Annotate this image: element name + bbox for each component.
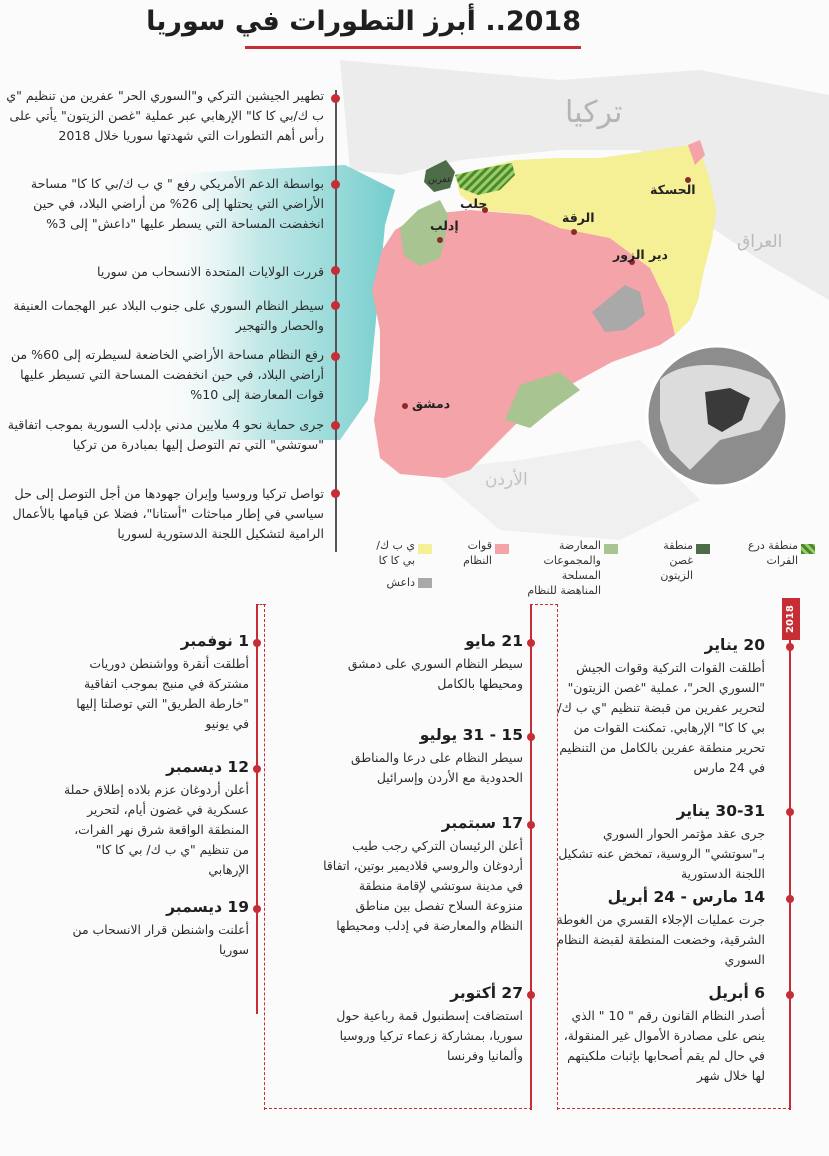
raqqa-dot [571,229,577,235]
timeline-entry [59,896,249,960]
event-dot [331,266,340,275]
event-text: جرى حماية نحو 4 ملايين مدني بإدلب السورية بموجب اتفاقية "سوتشي" التي تم التوصل إليها بمبادرة من تركيا [7,417,324,452]
entry-text: أعلن الرئيسان التركي رجب طيب أردوغان والروسي فلاديمير بوتين، اتفاقا في مدينة سوتشي لإقامة منطقة منزوعة السلاح تفصل بين مناطق النظام والمعارضة في إدلب ومحيطها [323,838,523,933]
damascus-dot [402,403,408,409]
event-text: رفع النظام مساحة الأراضي الخاضعة لسيطرته إلى 60% من أراضي البلاد، في حين انخفضت المساحة التي تسيطر عليها قوات المعارضة إلى 10% [10,347,324,402]
event-dot [331,352,340,361]
entry-date: 17 سبتمبر [441,814,523,832]
event-dot [331,94,340,103]
entry-date: 27 أكتوبر [450,984,523,1002]
timeline-entry [555,634,765,778]
entry-text: أصدر النظام القانون رقم " 10 " الذي ينص على مصادرة الأموال غير المنقولة، في حال لم يقم أصحابها بإثبات ملكيتهم لها خلال شهر [563,1008,765,1083]
timeline-top-connector [530,604,558,606]
timeline-dot [786,808,794,816]
timeline-dot [527,821,535,829]
legend-euphrates: منطقة درع الفرات [748,539,798,567]
events-line [335,90,337,552]
legend-swatch-olive [696,544,710,554]
page-title: 2018.. أبرز التطورات في سوريا [146,6,581,37]
event-text: قررت الولايات المتحدة الانسحاب من سوريا [97,264,324,279]
legend-olive: منطقة غصن الزيتون [660,539,693,582]
timeline-line-col3-left [264,604,265,1110]
city-idlib: إدلب [430,218,459,233]
entry-text: جرت عمليات الإجلاء القسري من الغوطة الشرقية، وخضعت المنطقة لقبضة النظام السوري [556,912,765,967]
entry-text: سيطر النظام السوري على دمشق ومحيطها بالكامل [347,656,523,691]
event-text: سيطر النظام السوري على جنوب البلاد عبر الهجمات العنيفة والحصار والتهجير [13,298,324,333]
entry-date: 30-31 يناير [676,802,765,820]
title-underline [245,46,581,49]
timeline-dot [253,639,261,647]
entry-date: 20 يناير [704,636,765,654]
timeline-entry [555,800,765,884]
legend-swatch-isis [418,578,432,588]
event-text: تطهير الجيشين التركي و"السوري الحر" عفرين من تنظيم "ي ب ك/بي كا كا" الإرهابي عبر عملية "غصن الزيتون" يأتي على رأس أهم التطورات التي شهدتها سوريا خلال 2018 [6,88,324,143]
entry-date: 1 نوفمبر [180,632,249,650]
timeline-dot [253,905,261,913]
entry-text: جرى عقد مؤتمر الحوار السوري بـ"سوتشي" الروسية، تمخض عنه تشكيل اللجنة الدستورية [558,826,765,881]
timeline-bottom-connector-2 [264,1108,532,1110]
entry-date: 19 ديسمبر [166,898,249,916]
entry-text: سيطر النظام على درعا والمناطق الحدودية مع الأردن وإسرائيل [350,750,523,785]
idlib-dot [437,237,443,243]
timeline-entry [555,886,765,970]
city-raqqa: الرقة [562,210,595,225]
event-text: بواسطة الدعم الأمريكي رفع " ي ب ك/بي كا كا" مساحة الأراضي التي يحتلها إلى 26% من أراضي البلاد، في حين انخفضت المساحة التي يسطر عليها "داعش" إلى 3% [30,176,324,231]
legend-swatch-opposition [604,544,618,554]
timeline-top-connector-3 [256,604,266,606]
timeline-entry [343,630,523,694]
legend-swatch-sdf [418,544,432,554]
timeline-dot [786,895,794,903]
timeline-entry [323,724,523,788]
label-jordan: الأردن [485,470,528,490]
city-afrin: عفرين [428,175,453,185]
timeline-dot [527,991,535,999]
timeline-dot [786,643,794,651]
timeline-dot [527,639,535,647]
entry-text: أطلقت أنقرة وواشنطن دوريات مشتركة في منبج بموجب اتفاقية "خارطة الطريق" التي توصلتا إليها في يونيو [76,656,249,731]
entry-date: 6 أبريل [708,984,765,1002]
entry-text: أعلنت واشنطن قرار الانسحاب من سوريا [72,922,249,957]
legend-regime: قوات النظام [463,539,492,567]
city-deir: دير الزور [613,247,668,262]
legend-swatch-regime [495,544,509,554]
city-damascus: دمشق [412,396,451,411]
timeline-dot [786,991,794,999]
entry-text: أطلقت القوات التركية وقوات الجيش "السوري الحر"، عملية "غصن الزيتون" لتحرير عفرين من قبضة تنظيم "ي ب ك/بي كا كا" الإرهابي. تمكنت القوات من تحرير منطقة عفرين بالكامل من التنظيم في 24 مارس [557,660,765,775]
entry-text: استضافت إسطنبول قمة رباعية حول سوريا، بمشاركة زعماء تركيا وروسيا وألمانيا وفرنسا [336,1008,523,1063]
timeline-dot [253,765,261,773]
timeline-entry [323,982,523,1066]
event-dot [331,489,340,498]
timeline-entry [555,982,765,1086]
timeline-line-col1 [789,640,791,1110]
entry-date: 14 مارس - 24 أبريل [607,888,765,906]
timeline-dot [527,733,535,741]
legend-swatch-euphrates [801,544,815,554]
timeline-entry [59,756,249,880]
entry-date: 21 مايو [465,632,523,650]
timeline-entry [323,812,523,936]
entry-text: أعلن أردوغان عزم بلاده إطلاق حملة عسكرية في غضون أيام، لتحرير المنطقة الواقعة شرق نهر الفرات، من تنظيم "ي ب ك/ بي كا كا" الإرهابي [64,782,249,877]
city-aleppo: حلب [460,196,488,211]
city-hasakah: الحسكة [650,182,696,197]
timeline-line-col2 [530,604,532,1110]
event-dot [331,180,340,189]
label-turkey: تركيا [565,95,623,130]
legend-opposition: المعارضة والمجموعات المسلحة المناهضة للنظام [527,539,601,597]
year-tag: 2018 [782,598,800,640]
event-dot [331,301,340,310]
timeline-bottom-connector [557,1108,791,1110]
legend-isis: داعش [386,576,415,589]
entry-date: 15 - 31 يوليو [419,726,523,744]
label-iraq: العراق [737,232,783,252]
timeline-entry [59,630,249,734]
legend-sdf: ي ب ك/ بي كا كا [376,539,415,567]
entry-date: 12 ديسمبر [166,758,249,776]
event-dot [331,421,340,430]
event-text: تواصل تركيا وروسيا وإيران جهودها من أجل التوصل إلى حل سياسي في إطار مباحثات "أستانا"، فضلا عن قيامها بالأعمال الرامية لتشكيل اللجنة الدستورية لسوريا [12,486,324,541]
timeline-line-col3 [256,604,258,1014]
